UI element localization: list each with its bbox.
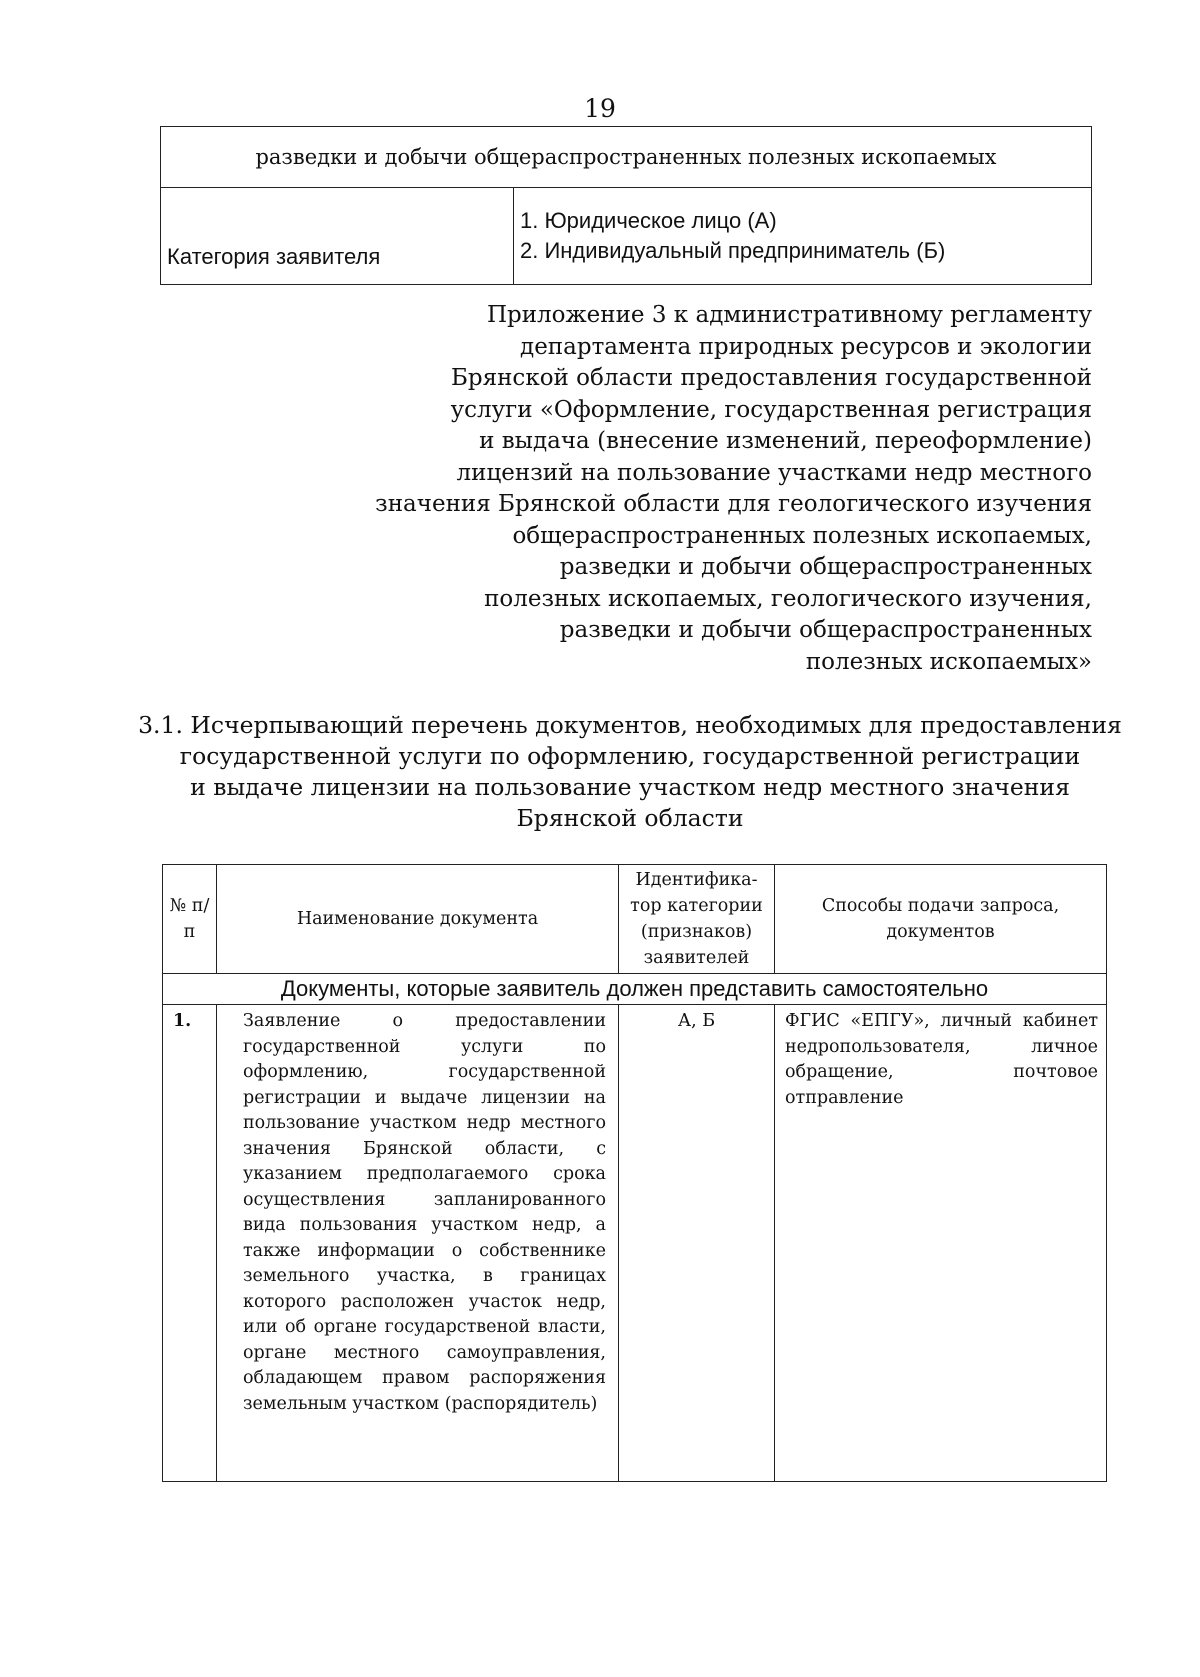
page-number: 19 — [584, 94, 616, 123]
appendix-line: департамента природных ресурсов и экологии — [520, 333, 1092, 360]
procedure-subject-cell: разведки и добычи общераспространенных полезных ископаемых — [161, 127, 1092, 188]
appendix-line: Брянской области предоставления государственной — [450, 365, 1092, 391]
row-submission-ways: ФГИС «ЕПГУ», личный кабинет недропользователя, личное обращение, почтовое отправление — [775, 1005, 1107, 1482]
appendix-heading — [372, 300, 1092, 678]
table-row — [163, 1005, 1107, 1482]
section-title-line: государственной услуги по оформлению, государственной регистрации — [179, 742, 1081, 770]
table-section-row — [163, 974, 1107, 1005]
section-title-line: Брянской области — [516, 804, 744, 832]
appendix-line: значения Брянской области для геологического изучения — [375, 491, 1092, 517]
appendix-line: полезных ископаемых, геологического изучения, — [484, 585, 1092, 612]
section-title-line: и выдаче лицензии на пользование участком недр местного значения — [190, 773, 1070, 801]
appendix-line: разведки и добычи общераспространенных — [559, 554, 1092, 580]
header-identifier: Идентифика-тор категории (признаков) заявителей — [619, 865, 775, 974]
documents-table — [162, 864, 1107, 1482]
appendix-line: услуги «Оформление, государственная регистрация — [450, 396, 1092, 423]
category-value-entrepreneur: 2. Индивидуальный предприниматель (Б) — [520, 238, 946, 263]
header-submission-ways: Способы подачи запроса, документов — [775, 865, 1107, 974]
applicant-category-table — [160, 126, 1092, 285]
appendix-line: лицензий на пользование участками недр местного — [456, 459, 1092, 486]
section-title — [0, 710, 1200, 834]
appendix-line: Приложение 3 к административному регламенту — [486, 302, 1092, 328]
appendix-line: полезных ископаемых» — [805, 648, 1092, 675]
table-row — [161, 188, 1092, 285]
row-document-name: Заявление о предоставлении государственной услуги по оформлению, государственной регистрации и выдаче лицензии на пользование участком недр местного значения Брянской области, с указанием предполагаемого срока осуществления запланированного вида пользования участком недр, а также информации о собственнике земельного участка, в границах которого расположен участок недр, или об органе государственой власти, органе местного самоуправления, обладающем правом распоряжения земельным участком (распорядитель) — [217, 1005, 619, 1482]
row-identifier: А, Б — [619, 1005, 775, 1482]
category-values-cell — [514, 188, 1092, 285]
section-title-line: 3.1. Исчерпывающий перечень документов, необходимых для предоставления — [138, 711, 1122, 739]
category-value-legal-entity: 1. Юридическое лицо (А) — [520, 208, 777, 233]
header-document-name: Наименование документа — [217, 865, 619, 974]
section-row-label: Документы, которые заявитель должен представить самостоятельно — [163, 974, 1107, 1005]
table-header-row — [163, 865, 1107, 974]
category-label-cell: Категория заявителя — [161, 188, 514, 285]
appendix-line: общераспространенных полезных ископаемых, — [512, 522, 1092, 549]
table-row — [161, 127, 1092, 188]
appendix-line: разведки и добычи общераспространенных — [559, 617, 1092, 643]
appendix-line: и выдача (внесение изменений, переоформление) — [479, 428, 1092, 454]
row-number: 1. — [163, 1005, 217, 1482]
header-num: № п/п — [163, 865, 217, 974]
